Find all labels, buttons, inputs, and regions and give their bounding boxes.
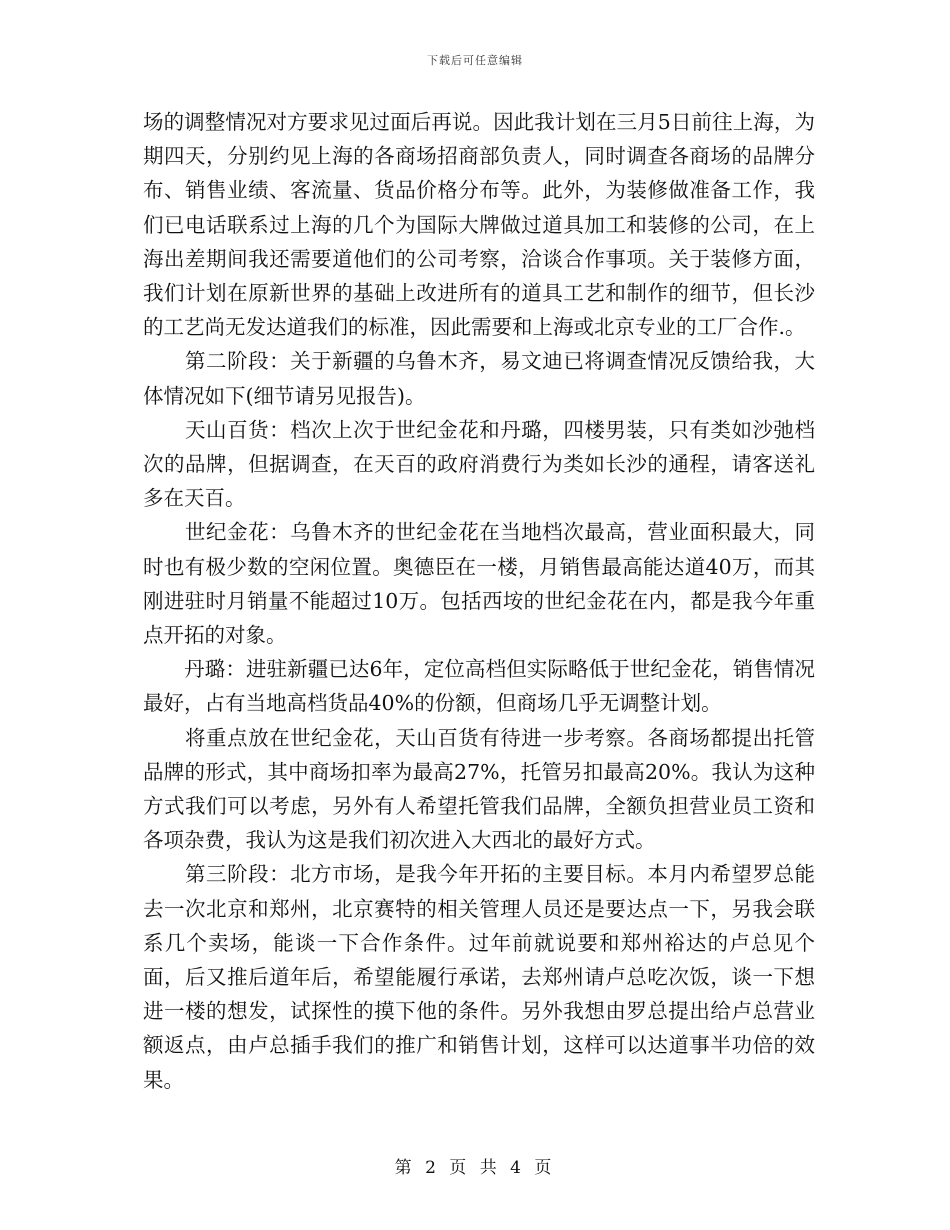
paragraph-danlu: 丹璐：进驻新疆已达6年，定位高档但实际略低于世纪金花，销售情况最好，占有当地高档货品40%的份额，但商场几乎无调整计划。: [143, 657, 815, 716]
document-body: [143, 105, 815, 1097]
page-number-footer: 第 2 页 共 4 页: [394, 1158, 556, 1178]
paragraph-phase-three: 第三阶段：北方市场，是我今年开拓的主要目标。本月内希望罗总能去一次北京和郑州，北京赛特的相关管理人员还是要达点一下，另我会联系几个卖场，能谈一下合作条件。过年前就说要和郑州裕达的卢总见个面，后又推后道年后，希望能履行承诺，去郑州请卢总吃次饭，谈一下想进一楼的想发，试探性的摸下他的条件。另外我想由罗总提出给卢总营业额返点，由卢总插手我们的推广和销售计划，这样可以达道事半功倍的效果。: [143, 862, 815, 1092]
page-header-note: 下载后可任意编辑: [427, 54, 523, 67]
paragraph-continuation: 场的调整情况对方要求见过面后再说。因此我计划在三月5日前往上海，为期四天，分别约见上海的各商场招商部负责人，同时调查各商场的品牌分布、销售业绩、客流量、货品价格分布等。此外，为装修做准备工作，我们已电话联系过上海的几个为国际大牌做过道具加工和装修的公司，在上海出差期间我还需要道他们的公司考察，洽谈合作事项。关于装修方面，我们计划在原新世界的基础上改进所有的道具工艺和制作的细节，但长沙的工艺尚无发达道我们的标准，因此需要和上海或北京专业的工厂合作.。: [143, 110, 815, 340]
paragraph-focus-strategy: 将重点放在世纪金花，天山百货有待进一步考察。各商场都提出托管品牌的形式，其中商场扣率为最高27%，托管另扣最高20%。我认为这种方式我们可以考虑，另外有人希望托管我们品牌，全额负担营业员工资和各项杂费，我认为这是我们初次进入大西北的最好方式。: [143, 725, 815, 853]
paragraph-tianshan-department-store: 天山百货：档次上次于世纪金花和丹璐，四楼男装，只有类如沙弛档次的品牌，但据调查，在天百的政府消费行为类如长沙的通程，请客送礼多在天百。: [143, 417, 815, 511]
paragraph-century-ginwa: 世纪金花：乌鲁木齐的世纪金花在当地档次最高，营业面积最大，同时也有极少数的空闲位置。奥德臣在一楼，月销售最高能达道40万，而其刚进驻时月销量不能超过10万。包括西垵的世纪金花在内，都是我今年重点开拓的对象。: [143, 520, 815, 648]
paragraph-phase-two: 第二阶段：关于新疆的乌鲁木齐，易文迪已将调查情况反馈给我，大体情况如下(细节请另见报告)。: [143, 349, 815, 408]
